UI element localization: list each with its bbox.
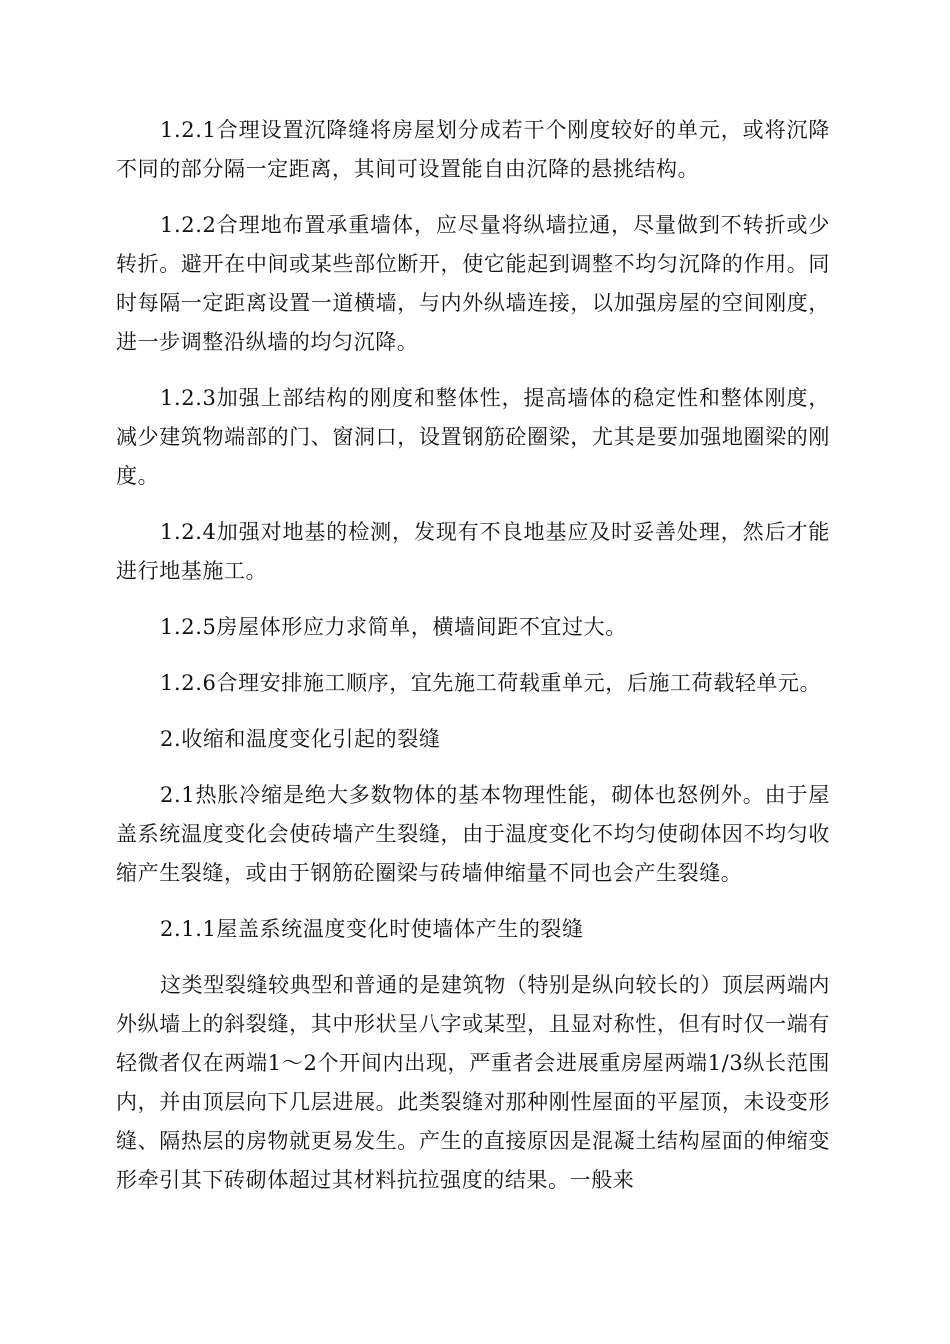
paragraph-1-2-4: 1.2.4加强对地基的检测，发现有不良地基应及时妥善处理，然后才能进行地基施工。 (116, 520, 830, 583)
paragraph-crack-description: 这类型裂缝较典型和普通的是建筑物（特别是纵向较长的）顶层两端内外纵墙上的斜裂缝，其中形状呈八字或某型，且显对称性，但有时仅一端有轻微者仅在两端1～2个开间内出现，严重者会进展重房屋两端1/3纵长范围内，并由顶层向下几层进展。此类裂缝对那种刚性屋面的平屋顶，未设变形缝、隔热层的房物就更易发生。产生的直接原因是混凝土结构屋面的伸缩变形牵引其下砖砌体超过其材料抗拉强度的结果。一般来 (116, 973, 830, 1192)
paragraph-1-2-6: 1.2.6合理安排施工顺序，宜先施工荷载重单元，后施工荷载轻单元。 (160, 671, 822, 695)
paragraph-1-2-1: 1.2.1合理设置沉降缝将房屋划分成若干个刚度较好的单元，或将沉降不同的部分隔一定距离，其间可设置能自由沉降的悬挑结构。 (116, 118, 830, 181)
paragraph-2-1: 2.1热胀冷缩是绝大多数物体的基本物理性能，砌体也怒例外。由于屋盖系统温度变化会使砖墙产生裂缝，由于温度变化不均匀使砌体因不均匀收缩产生裂缝，或由于钢筋砼圈梁与砖墙伸缩量不同也会产生裂缝。 (116, 783, 830, 885)
paragraph-1-2-3: 1.2.3加强上部结构的刚度和整体性，提高墙体的稳定性和整体刚度，减少建筑物端部的门、窗洞口，设置钢筋砼圈梁，尤其是要加强地圈梁的刚度。 (116, 386, 830, 488)
section-heading-2: 2.收缩和温度变化引起的裂缝 (160, 727, 441, 751)
document-body (116, 111, 830, 1217)
paragraph-1-2-2: 1.2.2合理地布置承重墙体，应尽量将纵墙拉通，尽量做到不转折或少转折。避开在中间或某些部位断开，使它能起到调整不均匀沉降的作用。同时每隔一定距离设置一道横墙，与内外纵墙连接，以加强房屋的空间刚度，进一步调整沿纵墙的均匀沉降。 (116, 213, 830, 354)
paragraph-1-2-5: 1.2.5房屋体形应力求简单，横墙间距不宜过大。 (160, 615, 627, 639)
subsection-heading-2-1-1: 2.1.1屋盖系统温度变化时使墙体产生的裂缝 (160, 917, 584, 941)
